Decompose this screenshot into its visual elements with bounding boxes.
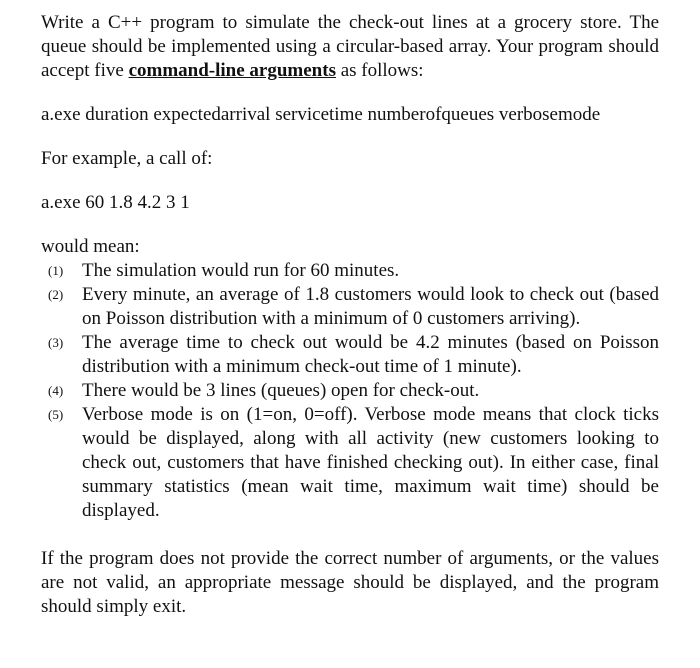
- intro-text-after: as follows:: [335, 60, 424, 81]
- list-item: [41, 331, 659, 379]
- list-item-number: (5): [48, 407, 64, 422]
- meaning-lead: would mean:: [41, 236, 140, 257]
- list-item-text: Every minute, an average of 1.8 customers would look to check out (based on Poisson distribution with a minimum of 0 customers arriving).: [82, 284, 659, 329]
- list-item-text: Verbose mode is on (1=on, 0=off). Verbose mode means that clock ticks would be displayed, along with all activity (new customers looking to check out, customers that have finished checking out). In either case, final summary statistics (mean wait time, maximum wait time) should be displayed.: [82, 404, 659, 521]
- list-item-text: The simulation would run for 60 minutes.: [82, 260, 400, 281]
- list-item-text: There would be 3 lines (queues) open for check-out.: [82, 380, 480, 401]
- list-item: [41, 283, 659, 331]
- example-call: a.exe 60 1.8 4.2 3 1: [41, 192, 190, 213]
- closing-paragraph: If the program does not provide the correct number of arguments, or the values are not valid, an appropriate message should be displayed, and the program should simply exit.: [41, 548, 659, 617]
- list-item-text: The average time to check out would be 4.2 minutes (based on Poisson distribution with a minimum check-out time of 1 minute).: [82, 332, 659, 377]
- list-item: [41, 379, 659, 403]
- list-item-number: (1): [48, 263, 64, 278]
- usage-line: a.exe duration expectedarrival servicetime numberofqueues verbosemode: [41, 104, 601, 125]
- list-item: [41, 403, 659, 523]
- example-lead: For example, a call of:: [41, 148, 213, 169]
- meaning-list: [41, 259, 659, 523]
- list-item-number: (3): [48, 335, 64, 350]
- list-item: [41, 259, 659, 283]
- intro-text-before: Write a C++ program to simulate the check-out lines at a grocery store. The queue should be implemented using a circular-based array. Your program should accept five: [41, 12, 659, 81]
- assignment-document: [41, 11, 659, 619]
- list-item-number: (2): [48, 287, 64, 302]
- intro-paragraph: [41, 11, 659, 83]
- command-line-arguments-emphasis: command-line arguments: [128, 60, 336, 81]
- list-item-number: (4): [48, 383, 64, 398]
